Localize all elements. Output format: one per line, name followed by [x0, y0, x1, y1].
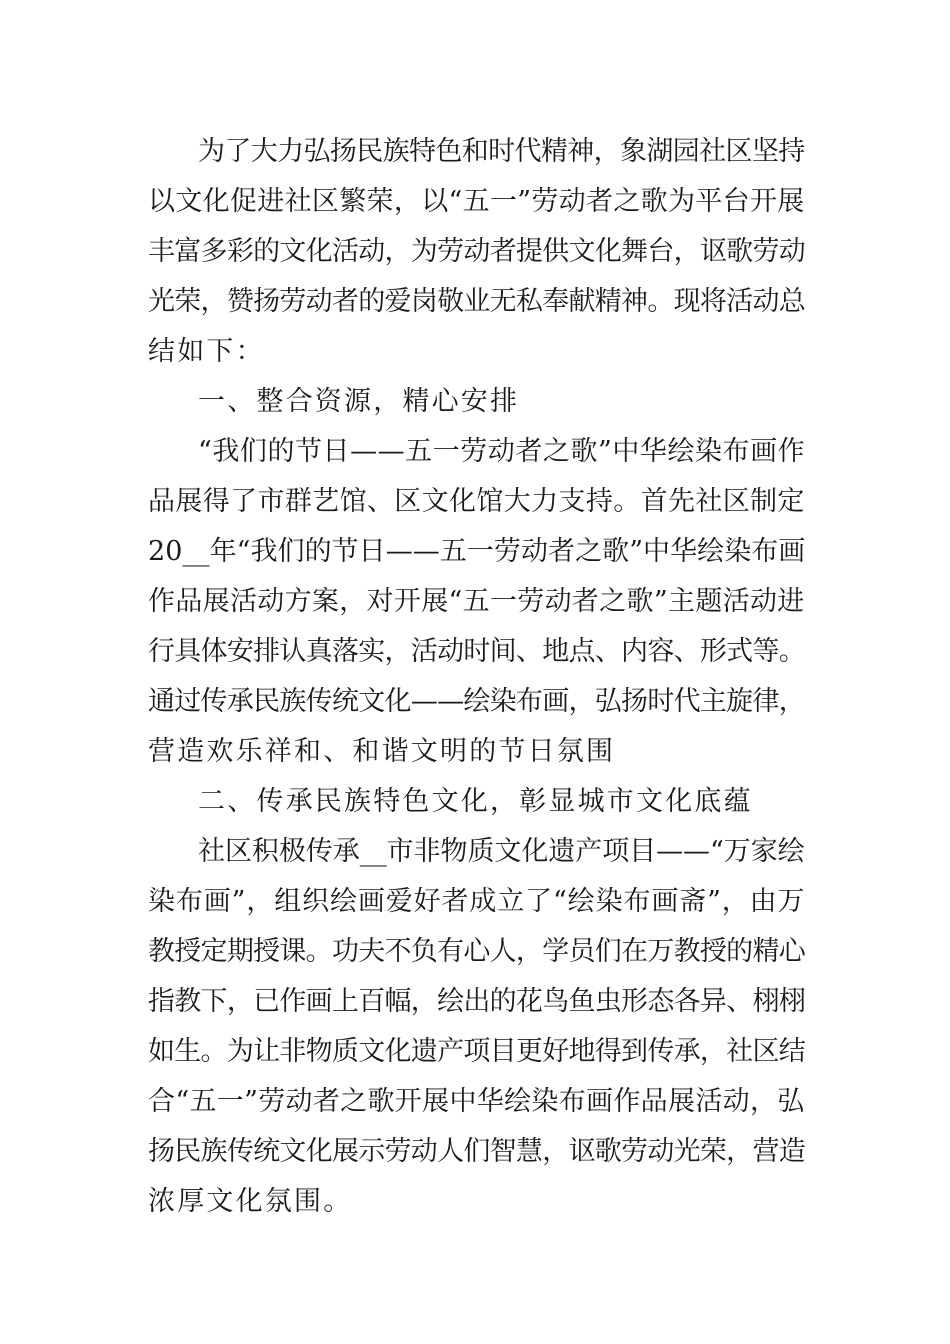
paragraph-intro-line: 以文化促进社区繁荣，以“五一”劳动者之歌为平台开展 — [148, 186, 805, 217]
paragraph-section2-line: 如生。为让非物质文化遗产项目更好地得到传承，社区结 — [148, 1036, 805, 1067]
paragraph-section1-line: 营造欢乐祥和、和谐文明的节日氛围 — [148, 736, 616, 767]
paragraph-section2-line: 染布画”，组织绘画爱好者成立了“绘染布画斋”，由万 — [148, 886, 806, 917]
paragraph-section1-line: 品展得了市群艺馆、区文化馆大力支持。首先社区制定 — [148, 486, 805, 517]
paragraph-section1-line: 行具体安排认真落实，活动时间、地点、内容、形式等。 — [148, 636, 805, 667]
paragraph-section2-line: 扬民族传统文化展示劳动人们智慧，讴歌劳动光荣，营造 — [148, 1136, 805, 1167]
paragraph-intro-line: 丰富多彩的文化活动，为劳动者提供文化舞台，讴歌劳动 — [148, 236, 805, 267]
paragraph-section1-line: 作品展活动方案，对开展“五一劳动者之歌”主题活动进 — [148, 586, 805, 617]
section-heading-2: 二、传承民族特色文化，彰显城市文化底蕴 — [198, 786, 753, 817]
paragraph-section1-line: “我们的节日——五一劳动者之歌”中华绘染布画作 — [198, 436, 806, 467]
paragraph-section2-line: 指教下，已作画上百幅，绘出的花鸟鱼虫形态各异、栩栩 — [148, 986, 805, 1017]
paragraph-section1-line: 20__年“我们的节日——五一劳动者之歌”中华绘染布画 — [148, 536, 806, 567]
paragraph-intro-line: 为了大力弘扬民族特色和时代精神，象湖园社区坚持 — [198, 136, 805, 167]
section-heading-1: 一、整合资源，精心安排 — [198, 386, 520, 417]
paragraph-intro-line: 光荣，赞扬劳动者的爱岗敬业无私奉献精神。现将活动总 — [148, 286, 805, 317]
paragraph-section2-line: 合“五一”劳动者之歌开展中华绘染布画作品展活动，弘 — [148, 1086, 805, 1117]
paragraph-section2-line: 浓厚文化氛围。 — [148, 1186, 353, 1217]
paragraph-intro-line: 结如下： — [148, 336, 265, 367]
paragraph-section2-line: 社区积极传承__市非物质文化遗产项目——“万家绘 — [198, 836, 805, 867]
paragraph-section1-line: 通过传承民族传统文化——绘染布画，弘扬时代主旋律， — [148, 686, 805, 717]
paragraph-section2-line: 教授定期授课。功夫不负有心人，学员们在万教授的精心 — [148, 936, 805, 967]
